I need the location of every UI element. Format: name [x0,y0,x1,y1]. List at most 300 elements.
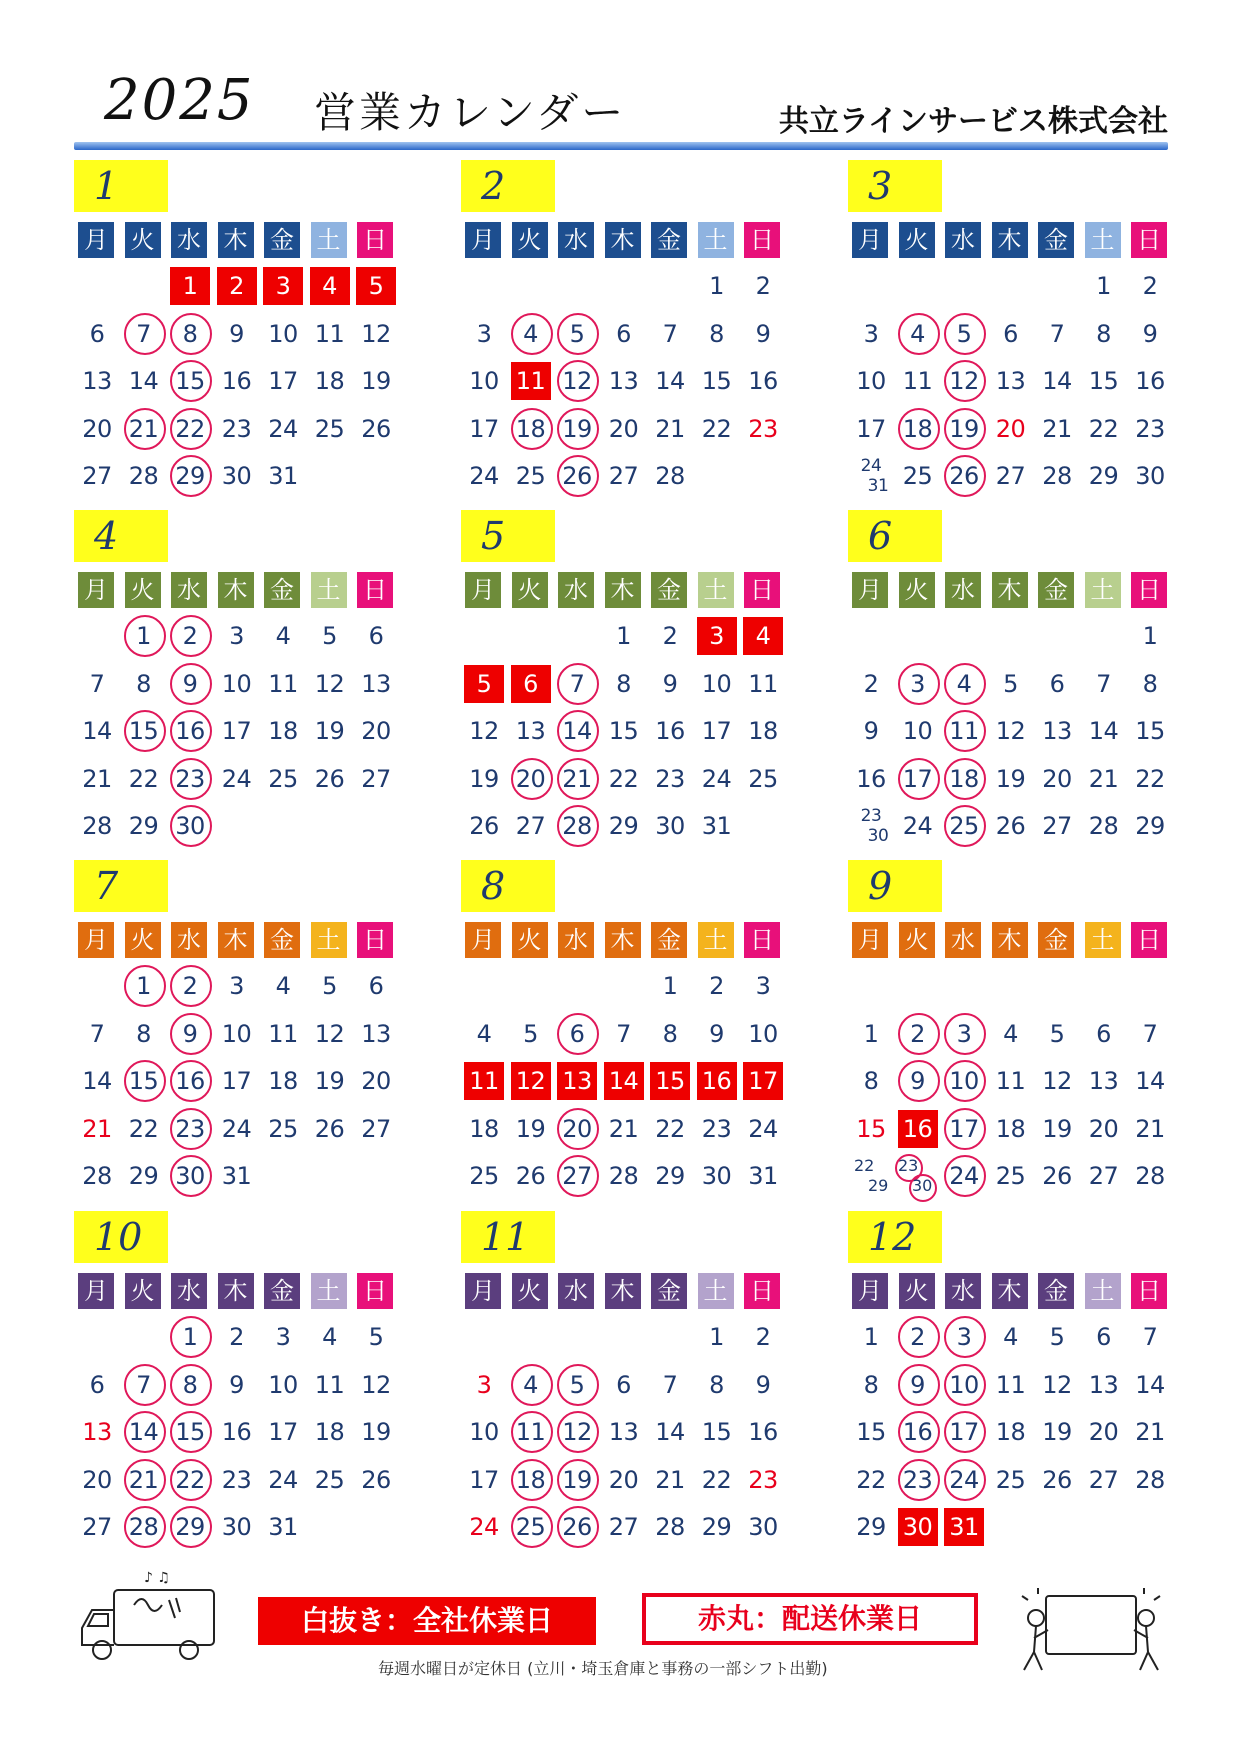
day-cell: 23 [167,757,213,801]
day-cell: 30 [167,1154,213,1198]
day-cell: 8 [1142,669,1158,698]
day-cell: 16 [167,709,213,753]
day-cell: 29 [167,454,213,498]
weekday-header: 日 [1131,922,1167,958]
day-cell: 15 [121,1059,167,1103]
day-cell: 13 [557,1062,597,1100]
day-cell: 30 [748,1513,778,1541]
day-cell: 15 [167,1410,213,1454]
weekday-header: 火 [899,572,935,608]
day-cell: 20 [508,757,554,801]
weekday-header: 月 [465,572,501,608]
day-cell: 1 [709,272,724,300]
weekday-header: 水 [558,1273,594,1309]
day-cell: 28 [655,1513,685,1541]
day-cell: 14 [121,1410,167,1454]
weekday-header: 水 [945,222,981,258]
day-cell: 16 [221,1418,252,1446]
day-cell: 17 [895,757,941,801]
day-cell: 13 [995,367,1026,395]
day-cell: 19 [314,717,345,745]
day-cell: 15 [1135,717,1165,745]
month-label: 1 [74,160,168,212]
weekday-header: 日 [744,222,780,258]
day-cell: 22 [655,1114,685,1143]
day-cell: 26 [515,1162,546,1190]
weekday-header: 土 [311,572,347,608]
day-cell: 19 [1042,1418,1072,1446]
day-cell: 10 [469,1418,499,1446]
company-name: 共立ラインサービス株式会社 [778,104,1168,139]
day-cell: 9 [167,1012,213,1056]
day-cell: 23 [895,1458,941,1502]
weekday-header: 火 [899,222,935,258]
weekday-header: 水 [558,572,594,608]
day-cell: 12 [314,1019,345,1048]
weekday-header: 木 [218,1273,254,1309]
day-cell: 17 [268,1418,298,1446]
day-cell: 10 [221,1019,252,1048]
day-cell: 11 [995,1067,1026,1095]
day-cell: 28 [1042,462,1072,490]
day-cell: 13 [361,669,391,698]
day-cell: 9 [1142,319,1158,348]
day-cell: 9 [662,669,678,698]
day-cell: 22 [167,1458,213,1502]
day-cell: 16 [655,717,685,745]
day-cell: 1 [1096,272,1111,300]
day-cell: 30 [898,1508,938,1546]
day-cell: 23 [748,414,778,443]
weekday-header: 日 [744,922,780,958]
day-cell: 26 [554,454,600,498]
weekday-header: 水 [171,222,207,258]
day-cell: 26 [1042,1465,1072,1494]
day-cell: 11 [902,367,933,395]
day-cell: 25 [508,1505,554,1549]
day-cell: 15 [167,359,213,403]
day-cell: 6 [511,665,551,703]
day-cell: 28 [554,804,600,848]
day-cell: 19 [314,1067,345,1095]
weekday-header: 水 [171,922,207,958]
day-cell: 25 [902,462,933,490]
day-cell: 31 [221,1162,252,1190]
day-cell: 23 [167,1107,213,1151]
day-cell: 9 [229,319,244,348]
day-cell: 10 [902,717,933,745]
day-cell: 4 [322,1323,337,1351]
weekday-header: 金 [651,222,687,258]
day-cell: 19 [554,407,600,451]
day-cell: 11 [268,669,298,698]
month-8 [461,860,791,1200]
day-cell: 11 [464,1062,504,1100]
day-cell: 7 [1096,669,1111,698]
day-cell: 25 [268,764,298,793]
weekday-header: 木 [992,1273,1028,1309]
day-cell: 15 [856,1114,886,1143]
weekday-header: 火 [512,222,548,258]
day-cell: 12 [554,359,600,403]
day-cell: 27 [361,1114,391,1143]
day-cell: 21 [655,1465,685,1494]
day-cell: 5 [1003,669,1018,698]
weekday-header: 水 [558,222,594,258]
day-cell: 30 [701,1162,732,1190]
day-cell: 16 [856,764,886,793]
day-cell: 16 [895,1410,941,1454]
weekday-header: 火 [125,1273,161,1309]
day-cell: 26 [554,1505,600,1549]
day-cell: 23 [655,764,685,793]
day-cell: 21 [1135,1114,1165,1143]
day-cell: 4 [275,622,291,650]
day-cell: 7 [121,312,167,356]
day-cell: 27 [608,1513,639,1541]
day-cell: 7 [89,669,105,698]
day-cell: 6 [1096,1323,1111,1351]
day-cell: 31 [268,1513,298,1541]
day-cell: 11 [995,1370,1026,1399]
day-cell: 10 [856,367,886,395]
day-cell: 20 [361,717,391,745]
weekday-header: 金 [264,1273,300,1309]
day-cell: 29 [655,1162,685,1190]
day-cell: 13 [82,367,112,395]
month-label: 7 [74,860,168,912]
day-cell: 21 [655,414,685,443]
day-cell: 10 [941,1059,987,1103]
weekday-header: 月 [852,1273,888,1309]
legend-company-holiday: 白抜き：全社休業日 [258,1597,596,1645]
day-cell: 2 [755,272,771,300]
day-cell: 10 [748,1019,778,1048]
weekday-header: 土 [1085,922,1121,958]
day-cell: 13 [1088,1370,1119,1399]
day-cell: 8 [167,312,213,356]
weekday-header: 金 [1038,922,1074,958]
day-cell: 8 [709,319,724,348]
weekday-header: 土 [1085,572,1121,608]
day-cell: 18 [941,757,987,801]
calendar-year: 2025 [104,68,255,133]
day-cell: 28 [1088,812,1119,840]
weekday-header: 火 [125,572,161,608]
day-cell: 6 [368,622,384,650]
day-cell: 6 [89,319,105,348]
day-cell: 6 [1096,1019,1111,1048]
day-cell: 14 [554,709,600,753]
truck-illustration [74,1570,224,1670]
weekday-header: 月 [852,222,888,258]
day-cell: 2 [167,614,213,658]
day-cell: 12 [1042,1067,1072,1095]
day-cell: 12 [941,359,987,403]
day-cell: 1 [121,964,167,1008]
day-cell: 25 [995,1162,1026,1190]
weekday-header: 土 [311,1273,347,1309]
day-cell: 22 [167,407,213,451]
day-cell: 9 [755,1370,771,1399]
day-cell: 11 [508,1410,554,1454]
day-cell: 28 [82,812,112,840]
weekday-header: 日 [357,922,393,958]
day-cell: 20 [995,414,1026,443]
day-cell: 25 [268,1114,298,1143]
weekday-header: 木 [992,572,1028,608]
day-cell: 12 [995,717,1026,745]
day-cell: 3 [895,662,941,706]
day-cell: 13 [82,1418,112,1446]
day-cell: 13 [515,717,546,745]
day-cell: 29 [1135,812,1165,840]
day-cell: 29 [608,812,639,840]
day-cell: 25 [995,1465,1026,1494]
day-cell: 4 [275,972,291,1000]
day-cell: 5 [322,622,337,650]
weekday-header: 水 [945,922,981,958]
day-cell: 18 [469,1114,499,1143]
day-cell: 25 [748,764,778,793]
day-cell: 28 [1135,1162,1165,1190]
day-cell: 21 [1042,414,1072,443]
day-cell: 24 [469,462,499,490]
weekday-header: 木 [605,1273,641,1309]
day-cell: 18 [314,1418,345,1446]
header-divider [74,142,1168,150]
day-cell: 1 [167,1315,213,1359]
day-cell: 23 [221,414,252,443]
day-cell: 15 [1088,367,1119,395]
day-cell: 2 [709,972,724,1000]
day-cell: 4 [941,662,987,706]
day-cell: 15 [701,367,732,395]
day-cell: 31 [944,1508,984,1546]
day-cell: 20 [361,1067,391,1095]
day-cell: 10 [941,1363,987,1407]
weekday-header: 火 [899,1273,935,1309]
day-cell: 8 [136,1019,151,1048]
day-cell: 29 [1088,462,1119,490]
day-cell: 14 [82,717,112,745]
day-cell: 13 [608,1418,639,1446]
day-cell: 25 [469,1162,499,1190]
weekday-header: 土 [698,922,734,958]
month-label: 4 [74,510,168,562]
day-cell: 2 [863,669,879,698]
day-cell: 29 [167,1505,213,1549]
day-cell: 26 [361,414,391,443]
day-cell: 22 [701,1465,732,1494]
month-12 [848,1211,1178,1551]
day-cell: 22 [856,1465,886,1494]
day-cell: 12 [511,1062,551,1100]
weekday-header: 金 [651,922,687,958]
day-cell: 10 [268,319,298,348]
day-cell: 27 [82,462,112,490]
day-cell: 9 [229,1370,244,1399]
day-cell: 17 [221,717,252,745]
day-cell: 17 [268,367,298,395]
day-cell: 9 [755,319,771,348]
day-cell: 26 [1042,1162,1072,1190]
day-cell: 25 [314,414,345,443]
day-cell: 27 [608,462,639,490]
day-cell: 21 [82,1114,112,1143]
day-cell: 20 [608,414,639,443]
weekday-header: 月 [465,922,501,958]
day-cell: 7 [1142,1323,1158,1351]
day-cell: 30 [1135,462,1165,490]
day-cell: 24 [221,764,252,793]
day-cell: 15 [608,717,639,745]
day-cell: 3 [476,319,492,348]
weekday-header: 月 [78,1273,114,1309]
weekday-header: 月 [465,222,501,258]
day-cell: 24 [268,1465,298,1494]
day-cell: 31 [701,812,732,840]
day-cell: 19 [554,1458,600,1502]
day-cell: 5 [554,312,600,356]
weekday-header: 水 [171,572,207,608]
day-cell: 18 [748,717,778,745]
weekday-header: 木 [218,572,254,608]
month-label: 11 [461,1211,555,1263]
day-cell: 21 [121,1458,167,1502]
day-cell: 7 [662,1370,678,1399]
day-cell: 5 [356,267,396,305]
day-cell: 20 [1088,1418,1119,1446]
day-cell: 31 [268,462,298,490]
month-label: 6 [848,510,942,562]
weekday-header: 日 [357,222,393,258]
day-cell: 2 [167,964,213,1008]
day-cell: 5 [554,1363,600,1407]
day-cell: 23 [1135,414,1165,443]
weekday-header: 金 [1038,572,1074,608]
day-cell: 18 [508,407,554,451]
day-cell: 26 [314,1114,345,1143]
month-11 [461,1211,791,1551]
day-cell: 31 [748,1162,778,1190]
day-cell: 3 [229,972,244,1000]
day-cell: 7 [1142,1019,1158,1048]
day-cell: 14 [1135,1370,1165,1399]
day-cell: 15 [650,1062,690,1100]
day-cell: 4 [895,312,941,356]
day-cell: 12 [361,319,391,348]
legend-delivery-holiday: 赤丸：配送休業日 [642,1593,978,1645]
weekday-header: 日 [1131,222,1167,258]
day-cell: 23 [701,1114,732,1143]
day-cell: 1 [662,972,678,1000]
day-cell: 5 [464,665,504,703]
day-cell: 13 [1042,717,1072,745]
weekday-header: 土 [698,222,734,258]
day-cell: 17 [221,1067,252,1095]
day-cell: 12 [469,717,499,745]
day-cell: 9 [167,662,213,706]
day-cell: 16 [898,1110,938,1148]
weekday-header: 木 [605,922,641,958]
day-cell: 28 [82,1162,112,1190]
month-label: 10 [74,1211,168,1263]
day-cell-mini: 30 [912,1176,933,1195]
weekday-header: 木 [992,222,1028,258]
day-cell: 5 [322,972,337,1000]
day-cell: 12 [361,1370,391,1399]
weekday-header: 月 [78,572,114,608]
day-cell: 13 [608,367,639,395]
day-cell: 28 [121,1505,167,1549]
day-cell: 17 [941,1107,987,1151]
day-cell: 18 [314,367,345,395]
weekday-header: 金 [1038,222,1074,258]
day-cell: 19 [1042,1114,1072,1143]
day-cell: 6 [368,972,384,1000]
day-cell: 7 [89,1019,105,1048]
day-cell: 28 [655,462,685,490]
day-cell: 19 [361,1418,391,1446]
day-cell: 14 [655,367,685,395]
day-cell: 26 [941,454,987,498]
day-cell: 13 [1088,1067,1119,1095]
day-cell: 11 [748,669,778,698]
weekday-header: 水 [945,1273,981,1309]
month-7 [74,860,404,1200]
day-cell: 1 [863,1323,879,1351]
day-cell: 21 [608,1114,639,1143]
day-cell: 1 [121,614,167,658]
weekday-header: 日 [744,1273,780,1309]
day-cell: 6 [1049,669,1065,698]
day-cell: 14 [604,1062,644,1100]
day-cell: 22 [1135,764,1165,793]
weekday-header: 月 [465,1273,501,1309]
day-cell: 27 [995,462,1026,490]
weekday-header: 日 [744,572,780,608]
day-cell: 22 [128,764,159,793]
day-cell: 4 [1003,1323,1018,1351]
day-cell: 27 [1088,1465,1119,1494]
month-5 [461,510,791,850]
day-cell: 16 [697,1062,737,1100]
day-cell-mini: 29 [868,1176,889,1195]
weekday-header: 金 [651,1273,687,1309]
day-cell: 8 [1096,319,1111,348]
day-cell: 11 [314,1370,345,1399]
day-cell: 16 [748,367,778,395]
day-cell: 21 [82,764,112,793]
day-cell: 18 [995,1114,1026,1143]
day-cell: 10 [701,669,732,698]
weekday-header: 金 [264,222,300,258]
weekday-header: 木 [605,222,641,258]
day-cell: 29 [701,1513,732,1541]
day-cell: 21 [1088,764,1119,793]
day-cell: 12 [554,1410,600,1454]
day-cell: 27 [82,1513,112,1541]
weekday-header: 金 [264,922,300,958]
day-cell: 8 [863,1370,879,1399]
day-cell: 3 [941,1012,987,1056]
day-cell: 14 [1042,367,1072,395]
day-cell: 24 [748,1114,778,1143]
day-cell: 9 [863,717,879,745]
day-cell: 14 [128,367,159,395]
day-cell: 7 [554,662,600,706]
